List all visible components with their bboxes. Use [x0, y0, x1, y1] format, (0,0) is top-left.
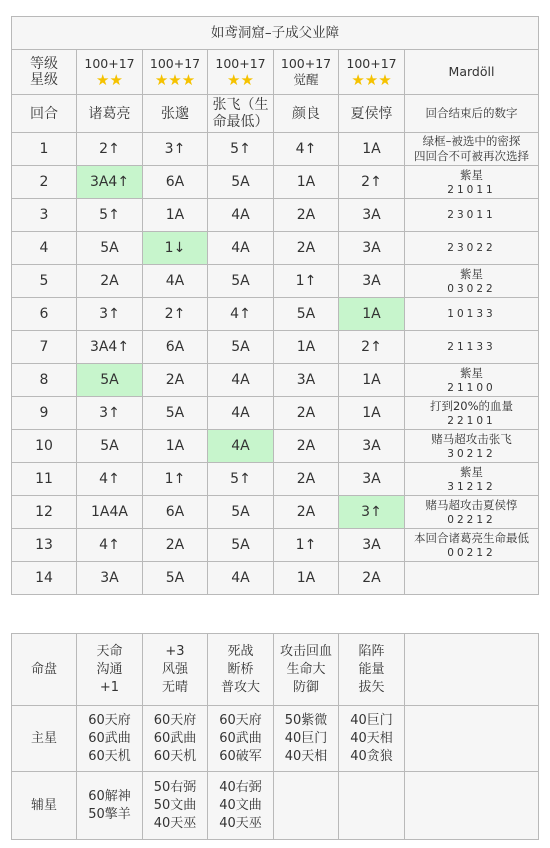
- action-cell: 4A: [208, 562, 274, 595]
- empty-cell: [405, 706, 539, 772]
- panel-header-row-cell: [339, 634, 405, 706]
- result-cell: [405, 298, 539, 331]
- result-note: 紫星: [460, 266, 483, 281]
- main-item: 40巨门: [350, 712, 393, 728]
- action-cell: 4A: [208, 397, 274, 430]
- main-item: 60天府: [153, 712, 197, 728]
- round-row: [12, 232, 539, 265]
- round-number: 12: [12, 496, 77, 529]
- result-note: 打到20%的血量: [429, 398, 514, 413]
- aux-item: 50擎羊: [88, 806, 131, 822]
- aux-star-row-cell: [274, 772, 339, 840]
- star-rating: ★★★: [351, 71, 392, 89]
- action-cell: 5A: [208, 529, 274, 562]
- action-cell: 4A: [143, 265, 208, 298]
- destiny-table: [11, 633, 539, 840]
- aux-star-row-cell: [77, 772, 143, 840]
- hero-level: 100+17: [215, 56, 266, 71]
- aux-star-row: [12, 772, 539, 840]
- star-label: 星级: [30, 72, 58, 88]
- action-cell: 2↑: [143, 298, 208, 331]
- action-cell: 5↑: [208, 133, 274, 166]
- action-cell: 2A: [77, 265, 143, 298]
- action-cell: 1A: [274, 331, 339, 364]
- round-row: [12, 463, 539, 496]
- hero-level: 100+17: [84, 56, 135, 71]
- head-item: 无晴: [161, 679, 188, 695]
- main-item: 40巨门: [284, 730, 328, 746]
- result-cell: [405, 166, 539, 199]
- action-cell: 3A: [77, 562, 143, 595]
- aux-item: 40天巫: [219, 815, 262, 831]
- action-cell: 5A: [77, 232, 143, 265]
- action-cell: 1A: [274, 562, 339, 595]
- result-cell: [405, 364, 539, 397]
- hero-level: 100+17: [149, 56, 201, 71]
- round-row: [12, 133, 539, 166]
- main-star-row-cell: [274, 706, 339, 772]
- action-cell: 1A: [274, 166, 339, 199]
- action-cell: 5A: [208, 496, 274, 529]
- result-cell: [405, 562, 539, 595]
- round-number: 6: [12, 298, 77, 331]
- result-digits: 21133: [447, 341, 496, 353]
- head-item: +1: [99, 679, 120, 695]
- hero-name: 张邈: [143, 95, 208, 133]
- rotation-table: [11, 16, 539, 595]
- action-cell: 2A: [274, 430, 339, 463]
- action-cell: 2↑: [339, 166, 405, 199]
- round-row: [12, 265, 539, 298]
- star-rating: ★★★: [154, 71, 196, 89]
- result-digits: 00212: [447, 546, 496, 559]
- round-row: [12, 364, 539, 397]
- action-cell: 4↑: [208, 298, 274, 331]
- action-cell: 4↑: [77, 529, 143, 562]
- panel-header-row-cell: [274, 634, 339, 706]
- main-star-row-label: 主星: [12, 706, 77, 772]
- result-digits: 22101: [447, 414, 496, 427]
- action-cell: 1A: [339, 364, 405, 397]
- action-cell: 2A: [339, 562, 405, 595]
- result-note: 紫星: [460, 365, 483, 380]
- action-cell: 6A: [143, 331, 208, 364]
- action-cell: 4↑: [77, 463, 143, 496]
- result-digits: 03022: [447, 282, 496, 295]
- action-cell: 1A: [143, 430, 208, 463]
- action-cell: 2A: [274, 232, 339, 265]
- action-cell: 3A4↑: [77, 166, 143, 199]
- round-number: 14: [12, 562, 77, 595]
- hero-level: 100+17: [280, 56, 332, 71]
- result-cell: [405, 397, 539, 430]
- aux-star-row-cell: [339, 772, 405, 840]
- action-cell: 1↑: [143, 463, 208, 496]
- hero-level-cell: [339, 50, 405, 95]
- action-cell: 3A: [339, 265, 405, 298]
- result-cell: [405, 331, 539, 364]
- result-cell: [405, 232, 539, 265]
- head-item: 天命: [96, 643, 123, 659]
- action-cell: 5A: [143, 397, 208, 430]
- action-cell: 1A4A: [77, 496, 143, 529]
- aux-item: 50文曲: [153, 797, 197, 813]
- hero-name: 诸葛亮: [77, 95, 143, 133]
- round-row: [12, 397, 539, 430]
- awaken-label: 觉醒: [293, 72, 319, 87]
- action-cell: 3↑: [77, 298, 143, 331]
- action-cell: 5A: [208, 331, 274, 364]
- head-item: 能量: [358, 661, 385, 677]
- result-digits: 23022: [447, 242, 496, 254]
- hero-level-cell: [274, 50, 339, 95]
- mardoll-label: Mardöll: [405, 50, 539, 95]
- head-item: 风强: [161, 661, 188, 677]
- level-label: 等级: [30, 56, 58, 72]
- hero-name: 夏侯惇: [339, 95, 405, 133]
- main-item: 60破军: [219, 748, 262, 764]
- star-rating: ★★: [227, 71, 254, 89]
- action-cell: 3A: [339, 199, 405, 232]
- action-cell: 5A: [77, 430, 143, 463]
- head-item: 防御: [292, 679, 319, 695]
- main-star-row-cell: [339, 706, 405, 772]
- aux-star-row-label: 辅星: [12, 772, 77, 840]
- round-row: [12, 529, 539, 562]
- result-digits: 02212: [447, 513, 496, 526]
- hero-name: 张飞（生命最低）: [208, 95, 274, 133]
- empty-cell: [405, 634, 539, 706]
- hero-level-cell: [77, 50, 143, 95]
- panel-header-row-cell: [77, 634, 143, 706]
- action-cell: 5A: [274, 298, 339, 331]
- action-cell: 3↑: [339, 496, 405, 529]
- round-row: [12, 298, 539, 331]
- head-item: 陷阵: [358, 643, 385, 659]
- head-item: 普攻大: [220, 679, 260, 695]
- panel-header-row: [12, 634, 539, 706]
- action-cell: 3A: [339, 463, 405, 496]
- action-cell: 2A: [274, 496, 339, 529]
- result-note: 赌马超攻击张飞: [431, 431, 512, 446]
- action-cell: 3↑: [143, 133, 208, 166]
- result-digits: 21011: [447, 183, 496, 196]
- round-number: 3: [12, 199, 77, 232]
- action-cell: 3↑: [77, 397, 143, 430]
- aux-item: 60解神: [88, 788, 131, 804]
- main-item: 60天府: [219, 712, 262, 728]
- main-star-row-cell: [77, 706, 143, 772]
- round-row: [12, 562, 539, 595]
- action-cell: 1↑: [274, 265, 339, 298]
- round-label: 回合: [12, 95, 77, 133]
- result-note: 绿框–被选中的密探: [422, 134, 521, 148]
- head-item: 攻击回血: [279, 643, 332, 659]
- action-cell: 4A: [208, 430, 274, 463]
- action-cell: 2↑: [339, 331, 405, 364]
- main-star-row-cell: [143, 706, 208, 772]
- result-cell: [405, 496, 539, 529]
- round-number: 7: [12, 331, 77, 364]
- hero-level-cell: [208, 50, 274, 95]
- action-cell: 5A: [208, 265, 274, 298]
- aux-item: 50右弼: [153, 779, 197, 795]
- action-cell: 3A: [339, 232, 405, 265]
- round-number: 10: [12, 430, 77, 463]
- result-cell: [405, 529, 539, 562]
- main-item: 40天相: [350, 730, 393, 746]
- result-cell: [405, 265, 539, 298]
- hero-name: 颜良: [274, 95, 339, 133]
- result-cell: [405, 199, 539, 232]
- aux-item: 40文曲: [219, 797, 262, 813]
- result-digits: 10133: [447, 308, 496, 320]
- round-number: 2: [12, 166, 77, 199]
- main-item: 50紫微: [284, 712, 328, 728]
- action-cell: 6A: [143, 166, 208, 199]
- action-cell: 4A: [208, 364, 274, 397]
- action-cell: 4A: [208, 232, 274, 265]
- main-item: 40贪狼: [350, 748, 393, 764]
- panel-header-row-cell: [208, 634, 274, 706]
- action-cell: 3A4↑: [77, 331, 143, 364]
- action-cell: 5A: [208, 166, 274, 199]
- action-cell: 2A: [274, 397, 339, 430]
- result-digits: 30212: [447, 447, 496, 460]
- result-cell: [405, 463, 539, 496]
- result-note: 紫星: [460, 167, 483, 182]
- aux-star-row-cell: [143, 772, 208, 840]
- round-number: 9: [12, 397, 77, 430]
- action-cell: 5↑: [77, 199, 143, 232]
- action-cell: 1A: [143, 199, 208, 232]
- head-item: 断桥: [227, 661, 254, 677]
- result-digits: 21100: [447, 381, 496, 394]
- aux-star-row-cell: [208, 772, 274, 840]
- result-note: 本回合诸葛亮生命最低: [414, 530, 529, 545]
- round-number: 1: [12, 133, 77, 166]
- action-cell: 2A: [274, 463, 339, 496]
- action-cell: 5↑: [208, 463, 274, 496]
- action-cell: 1A: [339, 397, 405, 430]
- round-row: [12, 496, 539, 529]
- main-item: 60天机: [88, 748, 131, 764]
- action-cell: 2↑: [77, 133, 143, 166]
- head-item: 沟通: [96, 661, 123, 677]
- main-item: 60天机: [153, 748, 197, 764]
- panel-header-row-cell: [143, 634, 208, 706]
- action-cell: 3A: [339, 430, 405, 463]
- main-item: 60武曲: [153, 730, 197, 746]
- result-digits: 23011: [447, 209, 496, 221]
- hero-level: 100+17: [346, 56, 397, 71]
- main-item: 60武曲: [88, 730, 131, 746]
- main-item: 60武曲: [219, 730, 262, 746]
- table-title: 如鸢洞窟–子成父业障: [12, 17, 539, 50]
- round-row: [12, 166, 539, 199]
- result-cell: [405, 430, 539, 463]
- action-cell: 2A: [143, 364, 208, 397]
- round-number: 4: [12, 232, 77, 265]
- action-cell: 4A: [208, 199, 274, 232]
- main-star-row-cell: [208, 706, 274, 772]
- main-item: 60天府: [88, 712, 131, 728]
- level-star-label: [12, 50, 77, 95]
- action-cell: 1↑: [274, 529, 339, 562]
- round-number: 11: [12, 463, 77, 496]
- result-note: 四回合不可被再次选择: [414, 149, 529, 163]
- result-digits: 31212: [447, 480, 496, 493]
- action-cell: 5A: [77, 364, 143, 397]
- round-row: [12, 331, 539, 364]
- round-number: 5: [12, 265, 77, 298]
- action-cell: 3A: [274, 364, 339, 397]
- action-cell: 5A: [143, 562, 208, 595]
- head-item: +3: [165, 643, 185, 659]
- action-cell: 1A: [339, 298, 405, 331]
- main-star-row: [12, 706, 539, 772]
- action-cell: 6A: [143, 496, 208, 529]
- empty-cell: [405, 772, 539, 840]
- main-item: 40天相: [284, 748, 328, 764]
- star-rating: ★★: [96, 71, 123, 89]
- round-row: [12, 430, 539, 463]
- panel-header-row-label: 命盘: [12, 634, 77, 706]
- action-cell: 3A: [339, 529, 405, 562]
- result-note: 紫星: [460, 464, 483, 479]
- head-item: 拔矢: [358, 679, 385, 695]
- action-cell: 1↓: [143, 232, 208, 265]
- result-note: 赌马超攻击夏侯惇: [425, 497, 518, 512]
- result-label: 回合结束后的数字: [405, 95, 539, 133]
- aux-item: 40天巫: [153, 815, 197, 831]
- round-number: 8: [12, 364, 77, 397]
- action-cell: 4↑: [274, 133, 339, 166]
- action-cell: 2A: [274, 199, 339, 232]
- head-item: 生命大: [286, 661, 326, 677]
- head-item: 死战: [227, 643, 254, 659]
- round-row: [12, 199, 539, 232]
- result-cell: [405, 133, 539, 166]
- round-number: 13: [12, 529, 77, 562]
- hero-level-cell: [143, 50, 208, 95]
- aux-item: 40右弼: [219, 779, 262, 795]
- action-cell: 1A: [339, 133, 405, 166]
- action-cell: 2A: [143, 529, 208, 562]
